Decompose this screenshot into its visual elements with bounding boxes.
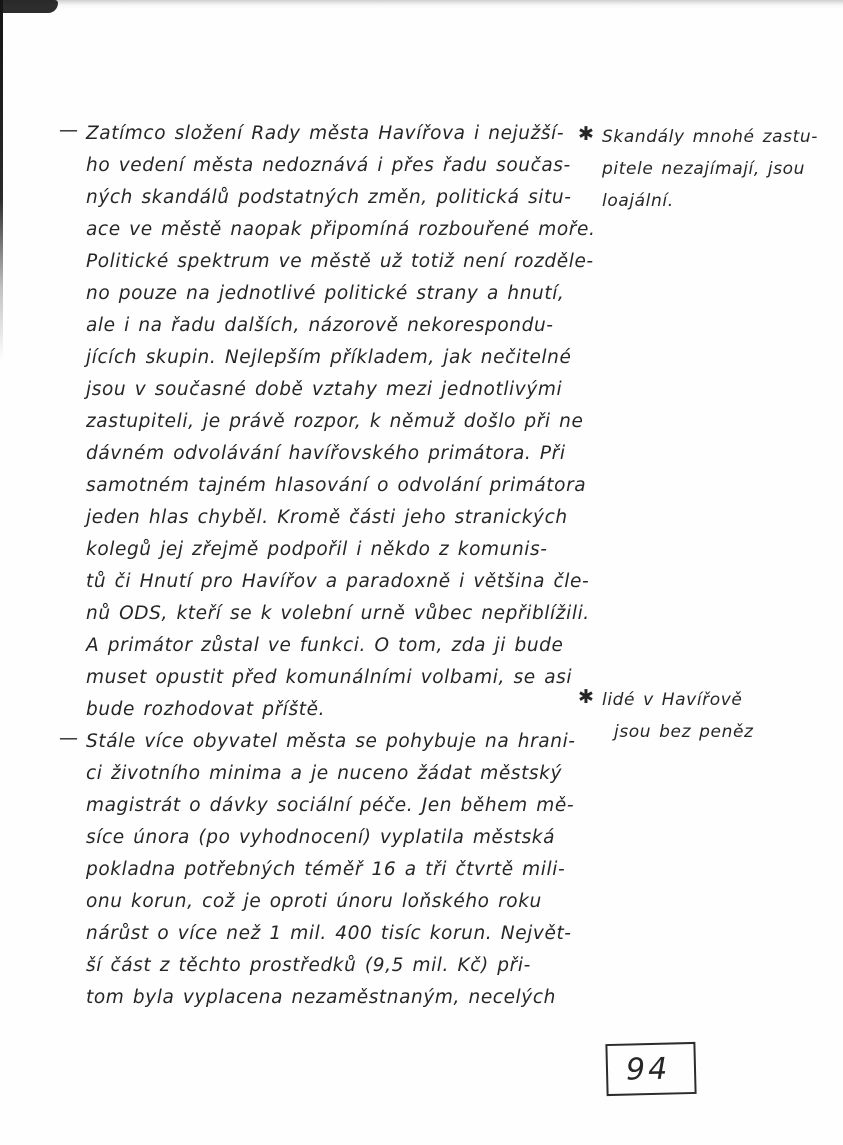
handwritten-line: nů ODS, kteří se k volební urně vůbec nepřiblížili. [86, 603, 590, 624]
paragraph-dash-marker: — [59, 727, 79, 749]
handwritten-line: tů či Hnutí pro Havířov a paradoxně i většina čle- [86, 571, 590, 592]
handwritten-line: ace ve městě naopak připomíná rozbouřené moře. [86, 219, 596, 240]
paragraph-dash-marker: — [59, 119, 79, 141]
handwritten-line: Politické spektrum ve městě už totiž není rozděle- [86, 251, 594, 272]
handwritten-text-column [59, 118, 596, 1014]
margin-note-line: lidé v Havířově [602, 690, 743, 710]
handwritten-line: jeden hlas chyběl. Kromě části jeho stranických [86, 507, 568, 528]
handwritten-line: muset opustit před komunálními volbami, se asi [86, 667, 573, 688]
handwritten-line: síce února (po vyhodnocení) vyplatila městská [86, 827, 556, 848]
handwritten-line: onu korun, což je oproti únoru loňského roku [86, 891, 542, 912]
page-number-box [605, 1042, 696, 1096]
handwritten-line: magistrát o dávky sociální péče. Jen během mě- [86, 795, 575, 816]
scan-artifact-corner-blob [0, 0, 58, 13]
scan-artifact-top-edge [0, 0, 843, 9]
handwritten-line: A primátor zůstal ve funkci. O tom, zda ji bude [86, 635, 564, 656]
page-number: 94 [625, 1051, 671, 1088]
paragraph-lines [86, 726, 586, 1014]
scan-artifact-left-edge [0, 0, 3, 360]
margin-note-line: Skandály mnohé zastu- [602, 127, 818, 147]
margin-note-no-money [578, 684, 838, 748]
handwritten-line: Stále více obyvatel města se pohybuje na hrani- [86, 731, 576, 752]
paragraph-city-council [59, 118, 596, 726]
handwritten-line: ší část z těchto prostředků (9,5 mil. Kč) při- [86, 955, 531, 976]
handwritten-line: Zatímco složení Rady města Havířova i nejužší- [86, 123, 565, 144]
handwritten-line: ných skandálů podstatných změn, politická situ- [86, 187, 572, 208]
handwritten-line: jsou v současné době vztahy mezi jednotlivými [86, 379, 563, 400]
paragraph-lines [86, 118, 596, 726]
handwritten-line: pokladna potřebných téměř 16 a tři čtvrtě mili- [86, 859, 566, 880]
margin-note-line: jsou bez peněz [614, 722, 754, 742]
handwritten-line: bude rozhodovat příště. [86, 699, 326, 720]
handwritten-line: jících skupin. Nejlepším příkladem, jak nečitelné [86, 347, 572, 368]
margin-note-line: pitele nezajímají, jsou [602, 159, 806, 179]
margin-note-lines [578, 684, 838, 748]
asterisk-marker-icon: ✱ [578, 123, 595, 145]
paragraph-social-benefits [59, 726, 586, 1014]
handwritten-line: kolegů jej zřejmě podpořil i někdo z komunis- [86, 539, 548, 560]
handwritten-line: ci životního minima a je nuceno žádat městský [86, 763, 563, 784]
margin-note-line: loajální. [602, 191, 674, 211]
handwritten-line: ale i na řadu dalších, názorově nekorespondu- [86, 315, 554, 336]
handwritten-line: samotném tajném hlasování o odvolání primátora [86, 475, 587, 496]
margin-note-scandals [578, 121, 838, 217]
handwritten-line: no pouze na jednotlivé politické strany a hnutí, [86, 283, 565, 304]
handwritten-line: tom byla vyplacena nezaměstnaným, necelých [86, 987, 556, 1008]
handwritten-line: zastupiteli, je právě rozpor, k němuž došlo při ne [86, 411, 584, 432]
handwritten-line: nárůst o více než 1 mil. 400 tisíc korun. Největ- [86, 923, 572, 944]
handwritten-line: ho vedení města nedoznává i přes řadu součas- [86, 155, 571, 176]
margin-note-lines [578, 121, 838, 217]
handwritten-line: dávném odvolávání havířovského primátora. Při [86, 443, 566, 464]
asterisk-marker-icon: ✱ [578, 686, 595, 708]
